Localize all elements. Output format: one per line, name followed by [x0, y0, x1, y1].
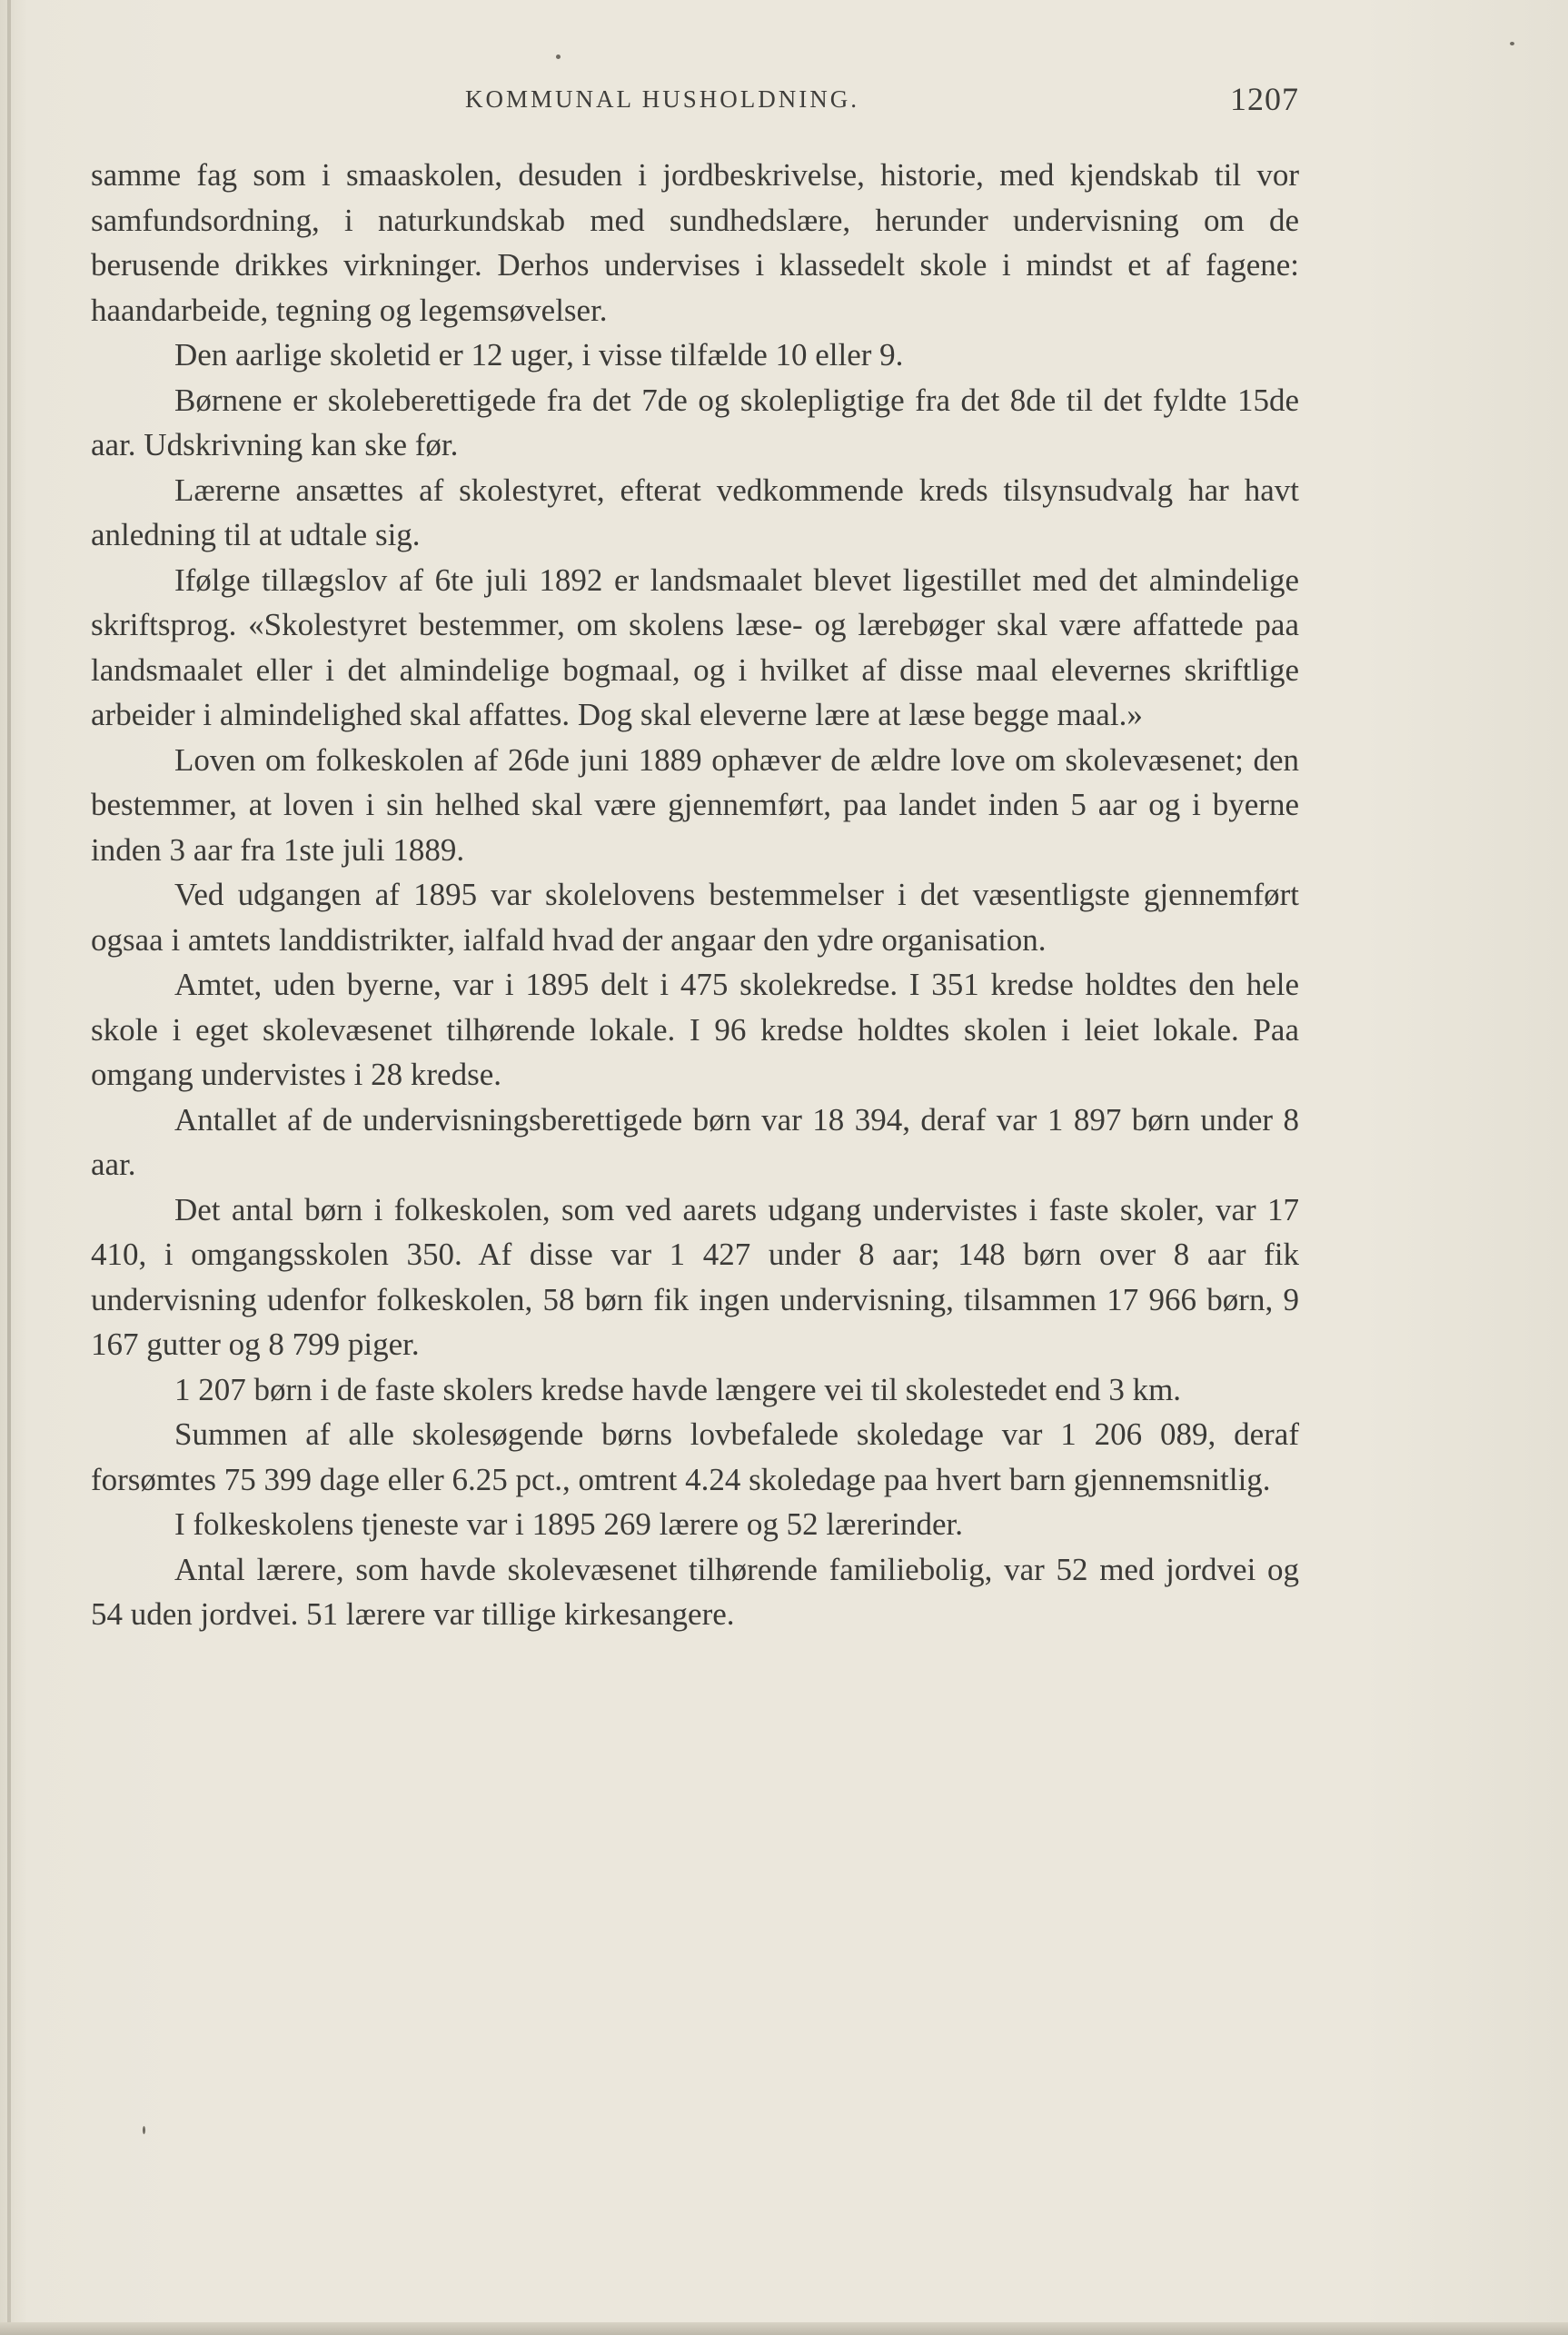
paragraph: Den aarlige skoletid er 12 uger, i visse tilfælde 10 eller 9.: [174, 337, 904, 373]
ink-speck: [556, 55, 561, 59]
page-header: [91, 80, 1299, 125]
ink-speck: [1510, 42, 1514, 45]
paragraph: Loven om folkeskolen af 26de juni 1889 ophæver de ældre love om skolevæsenet; den bestemmer, at loven i sin helhed skal være gjennemført, paa landet inden 5 aar og i byerne inden 3 aar fra 1ste juli 1889.: [91, 741, 1299, 868]
paragraph: 1 207 børn i de faste skolers kredse havde længere vei til skolestedet end 3 km.: [174, 1371, 1182, 1407]
paragraph: samme fag som i smaaskolen, desuden i jordbeskrivelse, historie, med kjendskab til vor samfundsordning, i naturkundskab med sundhedslære, herunder undervisning om de berusende drikkes virkninger. Derhos undervises i klassedelt skole i mindst et af fagene: haandarbeide, tegning og legemsøvelser.: [91, 157, 1299, 328]
paragraph: Antallet af de undervisningsberettigede børn var 18 394, deraf var 1 897 børn under 8 aar.: [91, 1101, 1299, 1182]
page-bottom-edge: [0, 2322, 1568, 2335]
paragraph: Summen af alle skolesøgende børns lovbefalede skoledage var 1 206 089, deraf forsømtes 75 399 dage eller 6.25 pct., omtrent 4.24 skoledage paa hvert barn gjennemsnitlig.: [91, 1416, 1299, 1497]
ink-speck: [143, 2126, 145, 2134]
paragraph: Antal lærere, som havde skolevæsenet tilhørende familiebolig, var 52 med jordvei og 54 uden jordvei. 51 lærere var tillige kirkesangere.: [91, 1551, 1299, 1632]
paragraph: I folkeskolens tjeneste var i 1895 269 lærere og 52 lærerinder.: [174, 1506, 963, 1542]
paragraph: Ved udgangen af 1895 var skolelovens bestemmelser i det væsentligste gjennemført ogsaa i amtets landdistrikter, ialfald hvad der angaar den ydre organisation.: [91, 877, 1299, 958]
page-number: 1207: [1230, 81, 1299, 117]
paragraph: Det antal børn i folkeskolen, som ved aarets udgang undervistes i faste skoler, var 17 410, i omgangsskolen 350. Af disse var 1 427 under 8 aar; 148 børn over 8 aar fik undervisning udenfor folkeskolen, 58 børn fik ingen undervisning, tilsammen 17 966 børn, 9 167 gutter og 8 799 piger.: [91, 1191, 1299, 1362]
paragraph: Børnene er skoleberettigede fra det 7de og skolepligtige fra det 8de til det fyldte 15de aar. Udskrivning kan ske før.: [91, 382, 1299, 462]
paragraph: Lærerne ansættes af skolestyret, efterat vedkommende kreds tilsynsudvalg har havt anledning til at udtale sig.: [91, 472, 1299, 552]
running-title: KOMMUNAL HUSHOLDNING.: [465, 85, 859, 113]
page-spine-shadow: [7, 0, 11, 2335]
paragraph: Amtet, uden byerne, var i 1895 delt i 475 skolekredse. I 351 kredse holdtes den hele skole i eget skolevæsenet tilhørende lokale. I 96 kredse holdtes skolen i leiet lokale. Paa omgang undervistes i 28 kredse.: [91, 967, 1299, 1092]
body-text: [91, 153, 1299, 1637]
paragraph: Ifølge tillægslov af 6te juli 1892 er landsmaalet blevet ligestillet med det almindelige skriftsprog. «Skolestyret bestemmer, om skolens læse- og lærebøger skal være affattede paa landsmaalet eller i det almindelige bogmaal, og i hvilket af disse maal elevernes skriftlige arbeider i almindelighed skal affattes. Dog skal eleverne lære at læse begge maal.»: [91, 561, 1299, 732]
